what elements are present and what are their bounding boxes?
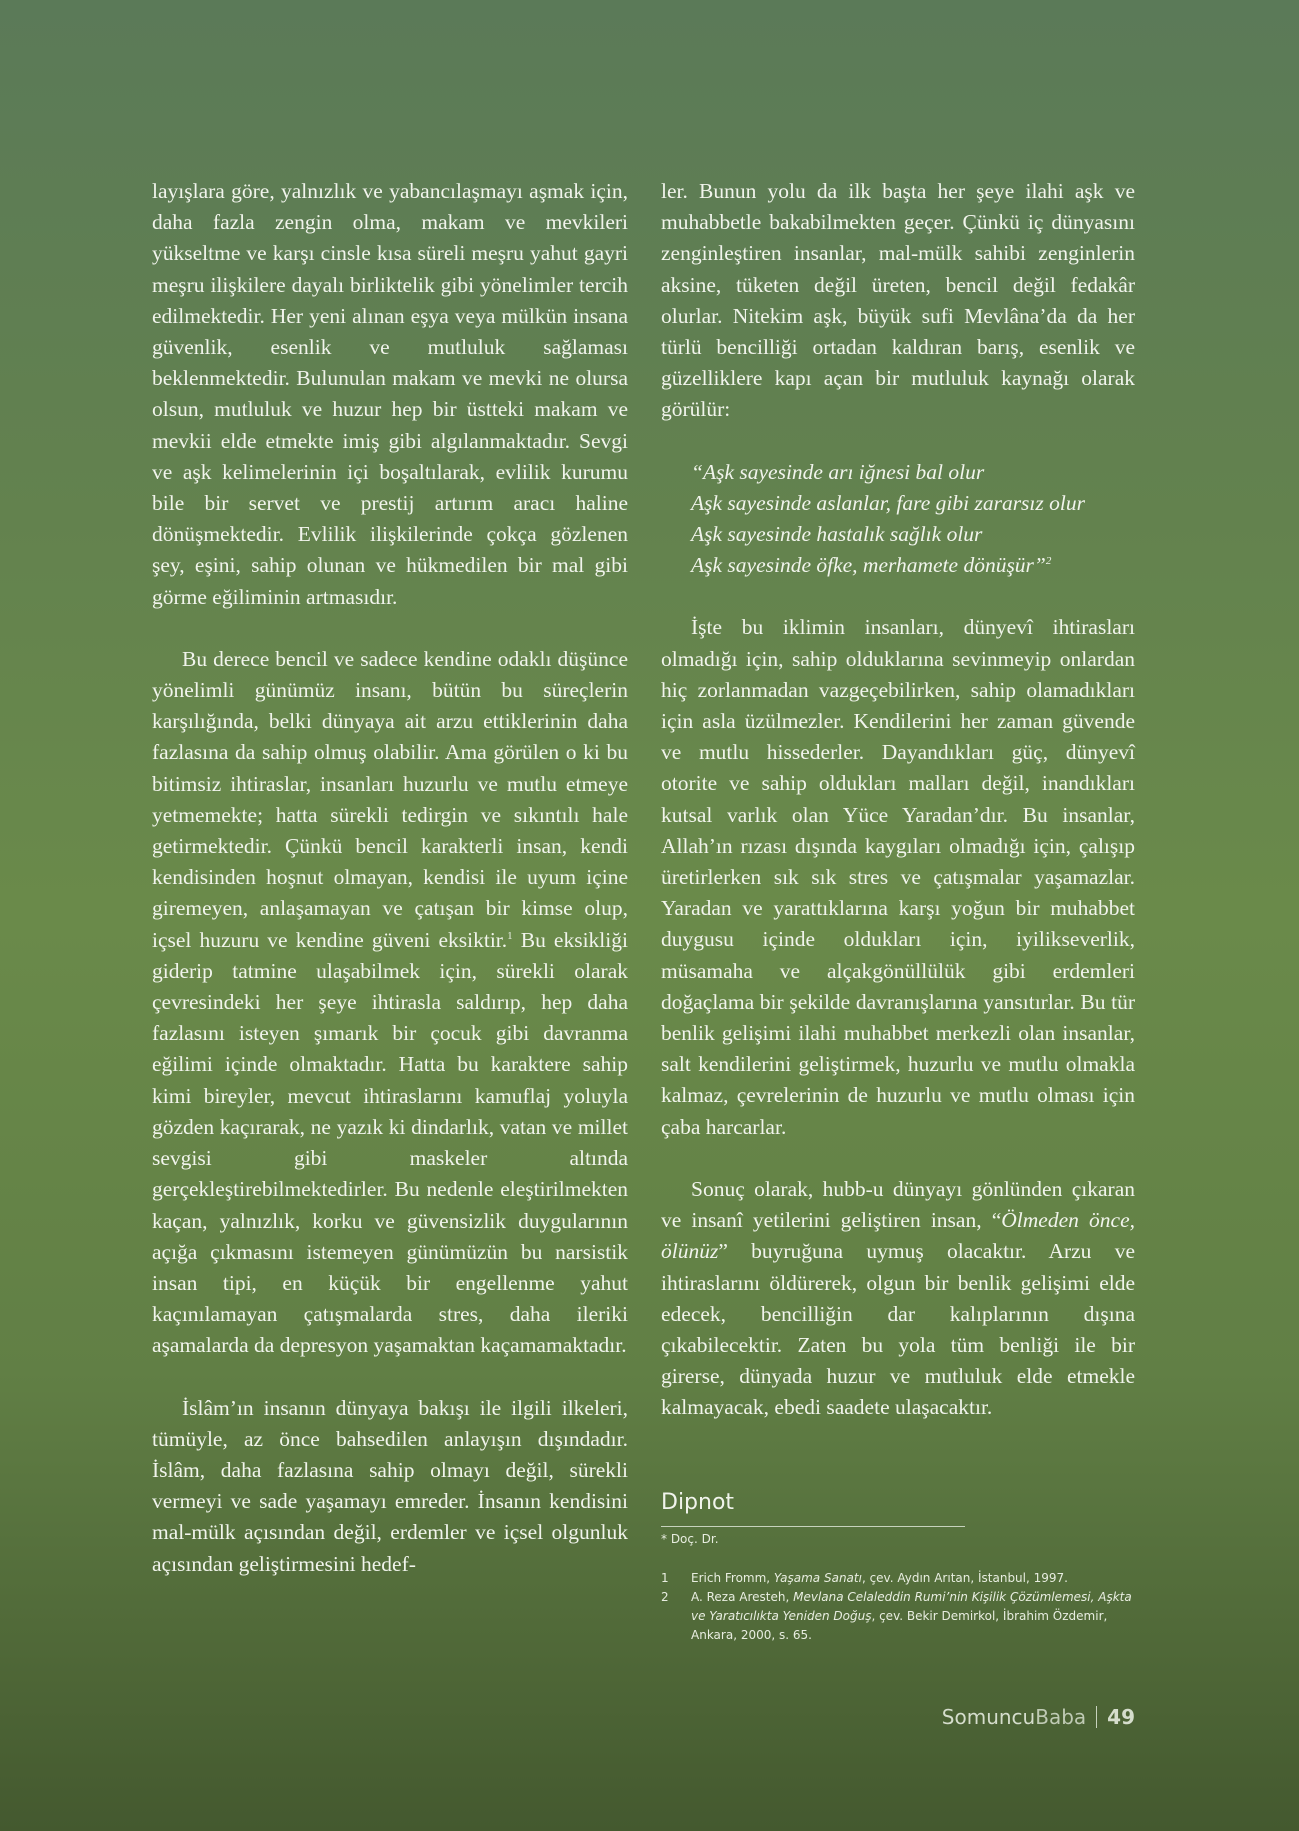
footnote-2-author: A. Reza Aresteh, (691, 1590, 794, 1604)
right-paragraph-3-quote: Ölmeden önce, ölünüz (661, 1208, 1135, 1264)
footnote-2-title: Mevlana Celaleddin Rumi’nin Kişilik Çözümlemesi, Aşkta ve Yaratıcılıkta Yeniden Doğuş (691, 1590, 1132, 1623)
right-paragraph-3 (661, 1174, 1135, 1424)
footnote-item (661, 1569, 1135, 1588)
footnote-number: 1 (661, 1571, 669, 1585)
brand-name-part-2: Baba (1035, 1705, 1087, 1729)
right-paragraph-2: İşte bu iklimin insanları, dünyevî ihtirasları olmadığı için, sahip olduklarına sevinmeyip onlardan hiç zorlanmadan vazgeçebilirken, sahip olamadıkları için asla üzülmezler. Kendilerini her zaman güvende ve mutlu hissederler. Dayandıkları güç, dünyevî otorite ve sahip oldukları malları değil, inandıkları kutsal varlık olan Yüce Yaradan’dır. Bu insanlar, Allah’ın rızası dışında kaygıları olmadığı için, çalışıp üretirlerken sık sık stres ve çatışmalar yaşamazlar. Yaradan ve yarattıklarına karşı yoğun bir muhabbet duygusu içinde oldukları için, iyilikseverlik, müsamaha ve alçakgönüllülük gibi erdemleri doğaçlama bir şekilde davranışlarına yansıtırlar. Bu tür benlik gelişimi ilahi muhabbet merkezli olan insanlar, salt kendilerini geliştirmek, huzurlu ve mutlu olmakla kalmaz, çevrelerinin de huzurlu ve mutlu olması için çaba harcarlar. (661, 615, 1135, 1139)
footnotes-divider (661, 1526, 965, 1527)
left-column (152, 176, 628, 1611)
footnote-ref-1: 1 (507, 929, 513, 942)
footnote-1-details: , çev. Aydın Arıtan, İstanbul, 1997. (861, 1571, 1068, 1585)
footnote-text (691, 1569, 1135, 1588)
page-number: 49 (1107, 1705, 1135, 1729)
left-paragraph-2-text-a: Bu derece bencil ve sadece kendine odaklı düşünce yönelimli günümüz insanı, bütün bu süreçlerin karşılığında, belki dünyaya ait arzu ettiklerinin daha fazlasına da sahip olmuş olabilir. Ama görülen o ki bu bitimsiz ihtiraslar, insanları huzurlu ve mutlu etmeye yetmemekte; hatta sürekli tedirgin ve sıkıntılı hale getirmektedir. Çünkü bencil karakterli insan, kendi kendisinden hoşnut olmayan, kendisi ile uyum içine giremeyen, anlaşamayan ve çatışan bir kimse olup, içsel huzuru ve kendine güveni eksiktir. (152, 646, 628, 952)
left-paragraph-1: layışlara göre, yalnızlık ve yabancılaşmayı aşmak için, daha fazla zengin olma, makam ve mevkileri yükseltme ve karşı cinsle kısa süreli meşru yahut gayri meşru ilişkilere dayalı birliktelik gibi yönelimler tercih edilmektedir. Her yeni alınan eşya veya mülkün insana güvenlik, esenlik ve mutluluk sağlaması beklenmektedir. Bulunulan makam ve mevki ne olursa olsun, mutluluk ve huzur hep bir üstteki makam ve mevkii elde etmekte imiş gibi algılanmaktadır. Sevgi ve aşk kelimelerinin içi boşaltılarak, evlilik kurumu bile bir servet ve prestij artırım aracı haline dönüşmektedir. Evlilik ilişkilerinde çokça gözlenen şey, eşini, sahip olunan ve hükmedilen bir mal gibi görme eğiliminin artmasıdır. (152, 179, 628, 609)
poem-line-4 (691, 550, 1135, 581)
poem-line-4-text: Aşk sayesinde öfke, merhamete dönüşür” (691, 553, 1046, 578)
footnote-1-title: Yaşama Sanatı (773, 1571, 862, 1585)
footer-separator (1096, 1706, 1097, 1728)
footnote-2-details: , çev. Bekir Demirkol, İbrahim Özdemir, Ankara, 2000, s. 65. (691, 1609, 1108, 1642)
footnote-text (691, 1588, 1135, 1645)
left-paragraph-2 (152, 644, 628, 1362)
poem-line-1: “Aşk sayesinde arı iğnesi bal olur (691, 459, 985, 484)
author-note: * Doç. Dr. (661, 1532, 719, 1546)
footnote-item (661, 1588, 1135, 1645)
right-column (661, 176, 1135, 1455)
poem-line-3: Aşk sayesinde hastalık sağlık olur (691, 522, 983, 547)
footnote-1-author: Erich Fromm, (691, 1571, 774, 1585)
brand-name-part-1: Somuncu (941, 1705, 1036, 1729)
magazine-footer (942, 1705, 1135, 1729)
poem-line-2: Aşk sayesinde aslanlar, fare gibi zararsız olur (691, 490, 1085, 515)
right-paragraph-3-text-a: Sonuç olarak, hubb-u dünyayı gönlünden çıkaran ve insanî yetilerini geliştiren insan, “ (661, 1176, 1135, 1233)
footnotes-title: Dipnot (661, 1490, 735, 1515)
poem-quote (691, 457, 1135, 582)
right-paragraph-1: ler. Bunun yolu da ilk başta her şeye ilahi aşk ve muhabbetle bakabilmekten geçer. Çünkü iç dünyasını zenginleştiren insanlar, mal-mülk sahibi zenginlerin aksine, tüketen değil üreten, bencil değil fedakâr olurlar. Nitekim aşk, büyük sufi Mevlâna’da da her türlü bencilliği ortadan kaldıran barış, esenlik ve güzelliklere kapı açan bir mutluluk kaynağı olarak görülür: (661, 179, 1135, 422)
footnote-ref-2: 2 (1045, 555, 1052, 568)
right-paragraph-3-text-b: ” buyruğuna uymuş olacaktır. Arzu ve ihtiraslarını öldürerek, olgun bir benlik gelişimi elde edecek, bencilliğin dar kalıplarının dışına çıkabilecektir. Zaten bu yola tüm benliği ile bir girerse, dünyada huzur ve mutluluk elde etmekle kalmayacak, ebedi saadete ulaşacaktır. (661, 1239, 1135, 1420)
footnote-number: 2 (661, 1590, 669, 1604)
left-paragraph-3: İslâm’ın insanın dünyaya bakışı ile ilgili ilkeleri, tümüyle, az önce bahsedilen anlayışın dışındadır. İslâm, daha fazlasına sahip olmayı değil, sürekli vermeyi ve sade yaşamayı emreder. İnsanın kendisini mal-mülk açısından değil, erdemler ve içsel olgunluk açısından geliştirmesini hedef- (152, 1395, 628, 1576)
footnotes-list (661, 1569, 1135, 1645)
left-paragraph-2-text-b: Bu eksikliği giderip tatmine ulaşabilmek için, sürekli olarak çevresindeki her şeye ihtirasla saldırıp, hep daha fazlasını isteyen şımarık bir çocuk gibi davranma eğilimi içinde olmaktadır. Hatta bu karaktere sahip kimi bireyler, mevcut ihtiraslarını kamuflaj yoluyla gözden kaçırarak, ne yazık ki dindarlık, vatan ve millet sevgisi gibi maskeler altında gerçekleştirebilmektedirler. Bu nedenle eleştirilmekten kaçan, yalnızlık, korku ve güvensizlik duygularının açığa çıkmasını istemeyen günümüzün bu narsistik insan tipi, en küçük bir engellenme yahut kaçınılamayan çatışmalarda stres, daha ileriki aşamalarda da depresyon yaşamaktan kaçamamaktadır. (152, 927, 628, 1358)
